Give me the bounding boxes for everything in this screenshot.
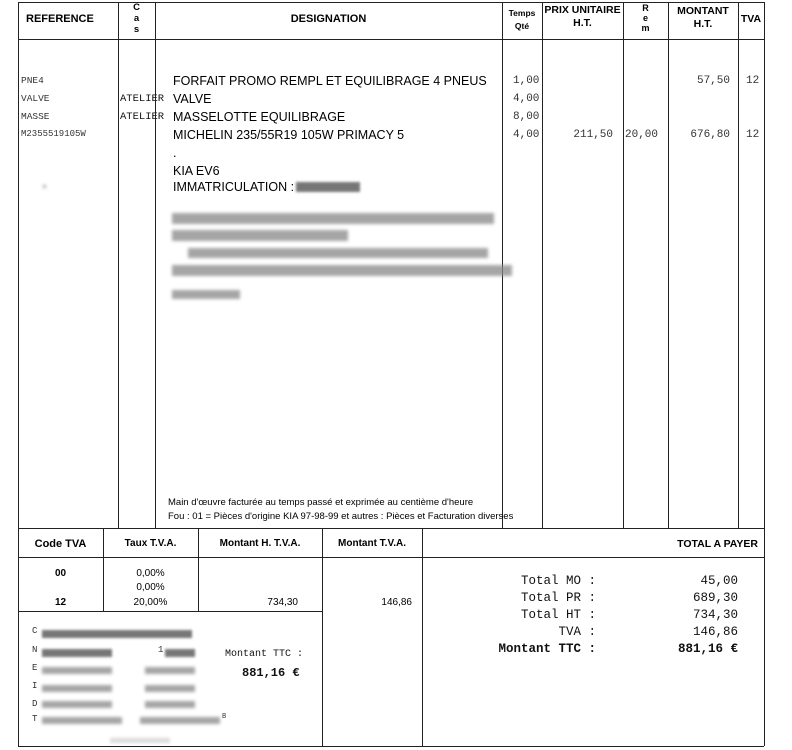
- line-3-ref: MASSE: [21, 111, 50, 122]
- page-bottom-border: [18, 746, 764, 747]
- header-cas-s: s: [133, 24, 140, 35]
- header-montant-l2: H.T.: [693, 18, 713, 30]
- total-ht-label: Total HT :: [520, 608, 596, 622]
- total-pr-value: 689,30: [692, 591, 738, 605]
- redacted-footer-4: [42, 685, 112, 692]
- header-cas-a: a: [133, 13, 140, 24]
- tva-col-divider-3: [322, 528, 323, 746]
- tva-right-border: [764, 528, 765, 746]
- total-mo-label: Total MO :: [520, 574, 596, 588]
- header-cas-c: C: [133, 2, 140, 13]
- ttc-box-label: Montant TTC :: [225, 649, 304, 660]
- header-rem: [623, 3, 668, 33]
- total-ttc: [480, 642, 746, 659]
- line-3-qty: 8,00: [513, 111, 540, 123]
- col-divider-cas: [155, 2, 156, 528]
- totals-block: [480, 574, 746, 659]
- line-1-tva: 12: [746, 75, 760, 87]
- header-reference: REFERENCE: [26, 13, 94, 25]
- footer-letter-e: E: [32, 663, 38, 673]
- footer-letter-c: C: [32, 626, 38, 636]
- total-pr: [480, 591, 746, 608]
- redacted-line-3: [188, 248, 488, 258]
- header-rem-e: e: [642, 13, 648, 23]
- redacted-footer-5b: [145, 701, 195, 708]
- total-tva-label: TVA :: [558, 625, 596, 639]
- redacted-footer-2b: [165, 649, 195, 657]
- redacted-footer-7: [110, 738, 170, 743]
- header-designation: DESIGNATION: [290, 13, 367, 25]
- col-divider-ref: [118, 2, 119, 528]
- line-4-qty: 4,00: [513, 129, 540, 141]
- line-4-unit-price: 211,50: [573, 129, 613, 141]
- tva-row-2-taux: 0,00%: [136, 582, 165, 593]
- total-pr-label: Total PR :: [520, 591, 596, 605]
- header-cas: [118, 2, 155, 35]
- note-labour: Main d'œuvre facturée au temps passé et exprimée au centième d'heure: [168, 497, 474, 508]
- redacted-footer-6: [42, 717, 122, 724]
- line-1-qty: 1,00: [513, 75, 540, 87]
- redacted-ref-dot: [43, 185, 46, 188]
- redacted-line-4: [172, 265, 512, 276]
- line-2-cas: ATELIER: [120, 93, 165, 105]
- redacted-footer-4b: [145, 685, 195, 692]
- redacted-footer-5: [42, 701, 112, 708]
- col-divider-amount: [738, 2, 739, 528]
- frame-left-border: [18, 2, 19, 528]
- tva-header-montant-ht: Montant H. T.V.A.: [219, 538, 301, 549]
- line-4-tva: 12: [746, 129, 760, 141]
- note-supplier: Fou : 01 = Pièces d'origine KIA 97-98-99 et autres : Pièces et Facturation diverses: [168, 511, 514, 522]
- redacted-footer-3b: [145, 667, 195, 674]
- total-mo: [480, 574, 746, 591]
- col-divider-qty: [542, 2, 543, 528]
- tva-bottom-border: [18, 611, 322, 612]
- total-ht-value: 734,30: [692, 608, 738, 622]
- tva-header-montant-tva: Montant T.V.A.: [338, 538, 406, 549]
- vehicle-model: KIA EV6: [173, 164, 220, 178]
- ttc-box-value: 881,16 €: [242, 666, 300, 680]
- total-ttc-value: 881,16 €: [677, 642, 738, 656]
- header-temps: Temps: [508, 8, 536, 18]
- redacted-footer-6b: [140, 717, 220, 724]
- redacted-footer-2: [42, 649, 112, 657]
- line-4-ref: M2355519105W: [21, 129, 86, 139]
- header-prix-unitaire-l2: H.T.: [573, 17, 592, 29]
- col-divider-price: [623, 2, 624, 528]
- header-bottom-border: [18, 39, 764, 40]
- footer-letter-t: T: [32, 714, 38, 724]
- header-rem-r: R: [642, 3, 649, 13]
- tva-row-1-taux: 0,00%: [136, 568, 165, 579]
- line-1-amount: 57,50: [696, 75, 730, 87]
- redacted-line-2: [172, 230, 348, 241]
- frame-right-border: [764, 2, 765, 528]
- footer-left-border: [18, 611, 19, 746]
- header-montant-l1: MONTANT: [677, 5, 729, 17]
- tva-row-3-ht: 734,30: [267, 597, 298, 608]
- total-ht: [480, 608, 746, 625]
- total-tva: [480, 625, 746, 642]
- redacted-registration: [296, 182, 360, 192]
- line-2-designation: VALVE: [173, 92, 212, 106]
- header-montant: [668, 5, 738, 31]
- line-3-cas: ATELIER: [120, 111, 165, 123]
- tva-top-border: [18, 528, 764, 529]
- line-2-ref: VALVE: [21, 93, 50, 104]
- redacted-line-5: [172, 290, 240, 299]
- line-1-designation: FORFAIT PROMO REMPL ET EQUILIBRAGE 4 PNEUS: [173, 74, 487, 88]
- total-tva-value: 146,86: [692, 625, 738, 639]
- vehicle-registration-label: IMMATRICULATION :: [173, 180, 295, 194]
- redacted-line-1: [172, 213, 494, 224]
- header-tva: TVA: [740, 13, 762, 25]
- line-4-rem: 20,00: [625, 129, 659, 141]
- redacted-footer-3: [42, 667, 112, 674]
- tva-header-taux: Taux T.V.A.: [124, 538, 177, 549]
- total-mo-value: 45,00: [700, 574, 738, 588]
- line-3-designation: MASSELOTTE EQUILIBRAGE: [173, 110, 346, 124]
- footer-letter-n: N: [32, 645, 38, 655]
- header-prix-unitaire-l1: PRIX UNITAIRE: [544, 4, 621, 16]
- vehicle-dot: .: [173, 146, 177, 160]
- header-qte: Qté: [514, 21, 530, 31]
- line-4-amount: 676,80: [690, 129, 730, 141]
- footer-letter-d: D: [32, 699, 38, 709]
- tva-row-3-tva: 146,86: [381, 597, 412, 608]
- tva-header-bottom-border: [18, 557, 764, 558]
- footer-digit-one: 1: [158, 645, 164, 655]
- tva-row-3-taux: 20,00%: [133, 597, 168, 608]
- tva-header-code: Code TVA: [34, 538, 87, 550]
- total-ttc-label: Montant TTC :: [498, 642, 596, 656]
- header-prix-unitaire: [542, 4, 623, 30]
- line-2-qty: 4,00: [513, 93, 540, 105]
- header-rem-m: m: [641, 23, 650, 33]
- tva-row-1-code: 00: [54, 568, 67, 579]
- redacted-footer-1: [42, 630, 192, 638]
- tva-col-divider-4: [422, 528, 423, 746]
- footer-letter-b: B: [222, 713, 227, 721]
- line-4-designation: MICHELIN 235/55R19 105W PRIMACY 5: [173, 128, 405, 142]
- header-temps-qte: [502, 7, 542, 33]
- line-1-ref: PNE4: [21, 75, 44, 86]
- footer-letter-l: I: [32, 681, 38, 691]
- tva-row-3-code: 12: [54, 597, 67, 608]
- tva-header-total: TOTAL A PAYER: [677, 538, 758, 550]
